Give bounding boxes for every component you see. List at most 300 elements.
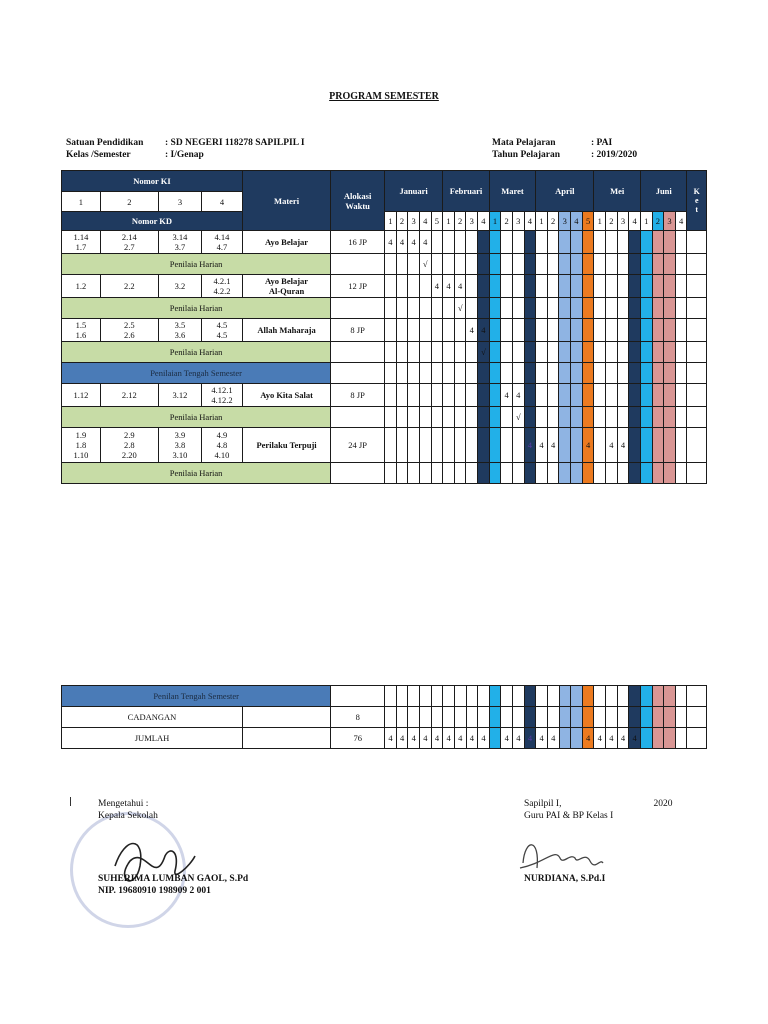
week-cell xyxy=(512,363,524,384)
week-cell xyxy=(547,384,559,407)
week-cell xyxy=(420,686,432,707)
kd-cell: 4.5 4.5 xyxy=(201,319,242,342)
nomor-kd-header: Nomor KD xyxy=(62,212,243,231)
week-header: 3 xyxy=(617,212,629,231)
meta-right xyxy=(492,137,637,161)
week-cell xyxy=(559,319,571,342)
week-cell xyxy=(582,319,594,342)
kd-cell: 4.14 4.7 xyxy=(201,231,242,254)
week-cell xyxy=(536,407,548,428)
week-cell: 4 xyxy=(431,275,443,298)
week-cell xyxy=(478,463,490,484)
ket-cell xyxy=(687,463,707,484)
week-cell xyxy=(617,319,629,342)
week-header: 4 xyxy=(629,212,641,231)
week-cell xyxy=(640,728,652,749)
week-cell: 4 xyxy=(524,728,536,749)
week-cell xyxy=(629,254,641,275)
kd-cell: 4.2.1 4.2.2 xyxy=(201,275,242,298)
week-cell xyxy=(385,407,397,428)
alokasi-cell: 24 JP xyxy=(331,428,385,463)
week-cell: √ xyxy=(454,298,466,319)
place-text: Sapilpil I, xyxy=(524,799,562,809)
week-cell xyxy=(431,342,443,363)
week-cell xyxy=(582,342,594,363)
week-cell xyxy=(606,707,618,728)
week-cell xyxy=(547,407,559,428)
week-cell xyxy=(466,407,478,428)
satuan-label: Satuan Pendidikan xyxy=(66,138,144,148)
week-cell xyxy=(501,428,513,463)
summary-value xyxy=(331,686,385,707)
week-cell xyxy=(536,363,548,384)
week-cell xyxy=(454,686,466,707)
month-februari: Februari xyxy=(443,171,490,212)
week-cell xyxy=(466,707,478,728)
week-cell xyxy=(559,707,571,728)
week-header: 3 xyxy=(559,212,571,231)
week-cell xyxy=(617,342,629,363)
week-cell: 4 xyxy=(466,728,478,749)
week-cell: √ xyxy=(419,254,431,275)
kd-cell: 4.12.1 4.12.2 xyxy=(201,384,242,407)
week-cell xyxy=(675,319,687,342)
week-cell xyxy=(489,428,501,463)
week-cell xyxy=(408,463,420,484)
week-cell xyxy=(664,384,676,407)
week-cell xyxy=(489,407,501,428)
penilaian-row-label: Penilaia Harian xyxy=(62,342,331,363)
week-cell xyxy=(396,686,408,707)
kd-cell: 2.9 2.8 2.20 xyxy=(100,428,158,463)
week-cell xyxy=(559,342,571,363)
week-cell xyxy=(594,319,606,342)
week-cell xyxy=(524,463,536,484)
week-cell xyxy=(536,342,548,363)
week-cell xyxy=(640,275,652,298)
week-cell xyxy=(443,231,455,254)
summary-value: 8 xyxy=(331,707,385,728)
week-cell xyxy=(594,707,606,728)
week-header: 3 xyxy=(664,212,676,231)
week-cell xyxy=(582,407,594,428)
alokasi-cell: 16 JP xyxy=(331,231,385,254)
week-cell: 4 xyxy=(501,384,513,407)
week-cell xyxy=(512,428,524,463)
alokasi-cell xyxy=(331,342,385,363)
week-cell: 4 xyxy=(419,231,431,254)
week-cell xyxy=(571,686,583,707)
summary-empty xyxy=(242,728,330,749)
week-cell xyxy=(536,298,548,319)
week-cell xyxy=(582,231,594,254)
week-cell xyxy=(466,384,478,407)
week-cell xyxy=(664,686,676,707)
week-cell xyxy=(617,231,629,254)
week-cell xyxy=(664,707,676,728)
week-cell: 4 xyxy=(512,384,524,407)
week-cell xyxy=(640,463,652,484)
week-cell: 4 xyxy=(536,728,548,749)
penilaian-row-label: Penilaia Harian xyxy=(62,254,331,275)
week-cell xyxy=(512,231,524,254)
week-cell xyxy=(536,319,548,342)
week-cell xyxy=(524,707,536,728)
week-cell: 4 xyxy=(396,231,408,254)
materi-cell: Perilaku Terpuji xyxy=(242,428,330,463)
week-cell xyxy=(501,342,513,363)
week-cell xyxy=(478,275,490,298)
mengetahui-text: Mengetahui : xyxy=(98,799,149,809)
week-cell: 4 xyxy=(478,319,490,342)
week-cell xyxy=(664,254,676,275)
week-cell: 4 xyxy=(513,728,525,749)
week-cell xyxy=(559,384,571,407)
week-header: 3 xyxy=(512,212,524,231)
week-cell xyxy=(524,319,536,342)
week-cell xyxy=(512,342,524,363)
week-cell xyxy=(466,231,478,254)
week-cell xyxy=(664,428,676,463)
week-cell xyxy=(431,298,443,319)
week-cell xyxy=(512,298,524,319)
week-cell xyxy=(640,363,652,384)
guru-title: Guru PAI & BP Kelas I xyxy=(524,811,614,821)
week-cell xyxy=(431,363,443,384)
week-cell xyxy=(524,298,536,319)
week-cell: 4 xyxy=(617,428,629,463)
week-cell xyxy=(629,463,641,484)
week-cell xyxy=(640,342,652,363)
kd-cell: 3.12 xyxy=(158,384,201,407)
materi-cell: Ayo Belajar Al-Quran xyxy=(242,275,330,298)
week-cell xyxy=(431,384,443,407)
week-cell xyxy=(501,407,513,428)
week-cell xyxy=(536,707,548,728)
summary-label: JUMLAH xyxy=(62,728,243,749)
kd-cell: 3.2 xyxy=(158,275,201,298)
week-cell: 4 xyxy=(408,231,420,254)
week-cell: 4 xyxy=(443,275,455,298)
materi-cell: Ayo Kita Salat xyxy=(242,384,330,407)
week-cell xyxy=(536,686,548,707)
week-cell xyxy=(466,686,478,707)
week-cell xyxy=(443,298,455,319)
margin-mark xyxy=(70,797,71,806)
week-cell xyxy=(536,384,548,407)
ket-cell xyxy=(687,428,707,463)
week-cell xyxy=(652,463,664,484)
week-cell xyxy=(396,275,408,298)
week-cell xyxy=(501,319,513,342)
meta-left xyxy=(66,137,305,161)
alokasi-cell xyxy=(331,298,385,319)
month-januari: Januari xyxy=(385,171,443,212)
week-cell xyxy=(675,231,687,254)
week-cell: 4 xyxy=(396,728,408,749)
week-cell: 4 xyxy=(536,428,548,463)
week-cell xyxy=(652,428,664,463)
week-cell xyxy=(512,275,524,298)
kd-cell: 3.9 3.8 3.10 xyxy=(158,428,201,463)
week-cell xyxy=(478,254,490,275)
week-cell xyxy=(454,707,466,728)
week-cell xyxy=(664,342,676,363)
kd-cell: 1.2 xyxy=(62,275,101,298)
week-cell xyxy=(419,275,431,298)
week-cell xyxy=(524,384,536,407)
week-cell xyxy=(606,342,618,363)
week-header: 4 xyxy=(571,212,583,231)
week-cell xyxy=(629,407,641,428)
ket-cell xyxy=(687,298,707,319)
week-cell xyxy=(524,686,536,707)
week-cell xyxy=(664,298,676,319)
week-cell xyxy=(478,231,490,254)
week-cell xyxy=(501,275,513,298)
week-cell: 4 xyxy=(617,728,629,749)
week-cell xyxy=(582,463,594,484)
ket-cell xyxy=(687,231,707,254)
alokasi-cell xyxy=(331,254,385,275)
week-cell xyxy=(478,428,490,463)
week-cell xyxy=(501,231,513,254)
week-cell xyxy=(454,254,466,275)
week-cell xyxy=(629,384,641,407)
week-cell xyxy=(559,463,571,484)
week-cell xyxy=(396,428,408,463)
week-cell xyxy=(617,407,629,428)
week-cell xyxy=(419,428,431,463)
week-cell xyxy=(559,275,571,298)
week-cell xyxy=(385,463,397,484)
week-cell xyxy=(466,298,478,319)
week-cell xyxy=(547,275,559,298)
alokasi-cell xyxy=(331,407,385,428)
week-cell xyxy=(675,275,687,298)
week-cell xyxy=(571,463,583,484)
week-header: 4 xyxy=(419,212,431,231)
ket-cell xyxy=(687,407,707,428)
summary-value: 76 xyxy=(331,728,385,749)
week-cell xyxy=(478,363,490,384)
kelas-label: Kelas /Semester xyxy=(66,150,131,160)
tahun-label: Tahun Pelajaran xyxy=(492,150,561,160)
week-cell xyxy=(571,342,583,363)
week-cell xyxy=(547,463,559,484)
week-cell xyxy=(652,407,664,428)
week-cell xyxy=(466,342,478,363)
week-cell xyxy=(501,254,513,275)
week-cell xyxy=(675,707,687,728)
kd-cell: 2.12 xyxy=(100,384,158,407)
week-cell xyxy=(629,363,641,384)
week-cell xyxy=(478,298,490,319)
week-cell xyxy=(640,231,652,254)
week-cell xyxy=(431,254,443,275)
ket-cell xyxy=(687,384,707,407)
week-cell xyxy=(431,231,443,254)
week-cell xyxy=(606,319,618,342)
week-cell: 4 xyxy=(454,728,466,749)
week-cell xyxy=(513,686,525,707)
week-cell xyxy=(675,298,687,319)
week-cell xyxy=(547,686,559,707)
week-cell xyxy=(396,707,408,728)
guru-name: NURDIANA, S.Pd.I xyxy=(524,874,606,884)
week-cell xyxy=(385,319,397,342)
alokasi-header: Alokasi Waktu xyxy=(331,171,385,231)
week-cell: 4 xyxy=(431,728,443,749)
ket-cell xyxy=(687,254,707,275)
week-cell xyxy=(664,463,676,484)
week-cell xyxy=(606,254,618,275)
kd-cell: 2.5 2.6 xyxy=(100,319,158,342)
week-cell xyxy=(466,363,478,384)
week-cell xyxy=(606,686,618,707)
week-cell xyxy=(652,342,664,363)
week-cell xyxy=(466,254,478,275)
week-cell xyxy=(512,319,524,342)
summary-label: Penilan Tengah Semester xyxy=(62,686,331,707)
week-cell xyxy=(385,363,397,384)
week-cell xyxy=(419,298,431,319)
week-cell xyxy=(675,728,687,749)
week-cell xyxy=(419,319,431,342)
week-cell xyxy=(582,254,594,275)
week-cell xyxy=(629,298,641,319)
week-cell xyxy=(652,384,664,407)
week-cell xyxy=(652,728,664,749)
kd-cell: 2.2 xyxy=(100,275,158,298)
alokasi-cell: 12 JP xyxy=(331,275,385,298)
week-cell: 4 xyxy=(478,728,490,749)
week-cell xyxy=(675,463,687,484)
week-cell xyxy=(396,319,408,342)
week-cell xyxy=(594,407,606,428)
week-cell xyxy=(443,407,455,428)
week-cell xyxy=(652,319,664,342)
ki-3: 3 xyxy=(158,192,201,212)
week-cell xyxy=(606,231,618,254)
week-cell xyxy=(419,342,431,363)
week-cell xyxy=(408,342,420,363)
week-cell xyxy=(466,428,478,463)
week-cell xyxy=(524,342,536,363)
week-cell xyxy=(606,363,618,384)
kepsek-name: SUHERIMA LUMBAN GAOL, S.Pd xyxy=(98,874,249,884)
page-title: PROGRAM SEMESTER xyxy=(329,91,439,102)
week-cell xyxy=(606,463,618,484)
summary-table xyxy=(61,685,707,749)
kelas-value: : I/Genap xyxy=(165,150,204,160)
week-cell xyxy=(571,254,583,275)
summary-label: CADANGAN xyxy=(62,707,243,728)
week-header: 1 xyxy=(489,212,501,231)
week-header: 5 xyxy=(431,212,443,231)
week-cell: √ xyxy=(478,342,490,363)
week-cell: 4 xyxy=(547,428,559,463)
mapel-label: Mata Pelajaran xyxy=(492,138,556,148)
kd-cell: 1.12 xyxy=(62,384,101,407)
week-cell xyxy=(454,319,466,342)
week-cell xyxy=(501,686,513,707)
alokasi-cell: 8 JP xyxy=(331,319,385,342)
week-cell xyxy=(408,428,420,463)
week-cell xyxy=(443,254,455,275)
week-cell xyxy=(559,363,571,384)
week-cell: 4 xyxy=(454,275,466,298)
week-cell xyxy=(652,254,664,275)
week-cell xyxy=(617,275,629,298)
week-cell: 4 xyxy=(547,728,559,749)
week-cell xyxy=(640,384,652,407)
kd-cell: 2.14 2.7 xyxy=(100,231,158,254)
ki-2: 2 xyxy=(100,192,158,212)
week-cell: √ xyxy=(512,407,524,428)
week-cell xyxy=(489,275,501,298)
week-cell xyxy=(571,728,583,749)
week-cell xyxy=(524,363,536,384)
week-header: 4 xyxy=(478,212,490,231)
week-cell xyxy=(524,407,536,428)
week-cell xyxy=(466,463,478,484)
week-cell xyxy=(408,686,420,707)
week-cell xyxy=(396,407,408,428)
week-cell: 4 xyxy=(408,728,420,749)
tahun-value: : 2019/2020 xyxy=(591,150,638,160)
alokasi-cell: 8 JP xyxy=(331,384,385,407)
week-cell xyxy=(559,686,571,707)
week-cell xyxy=(617,463,629,484)
week-cell xyxy=(652,363,664,384)
week-cell xyxy=(571,384,583,407)
week-cell xyxy=(489,231,501,254)
kd-cell: 4.9 4.8 4.10 xyxy=(201,428,242,463)
week-cell xyxy=(594,342,606,363)
week-cell xyxy=(629,707,641,728)
week-cell xyxy=(524,254,536,275)
week-cell: 4 xyxy=(385,728,397,749)
week-cell xyxy=(640,686,652,707)
ket-cell xyxy=(687,728,707,749)
week-cell xyxy=(385,298,397,319)
week-cell xyxy=(536,275,548,298)
week-cell xyxy=(489,384,501,407)
week-cell xyxy=(559,428,571,463)
week-header: 3 xyxy=(408,212,420,231)
week-cell xyxy=(408,298,420,319)
week-cell xyxy=(559,254,571,275)
week-cell xyxy=(640,428,652,463)
week-cell xyxy=(396,463,408,484)
week-cell xyxy=(478,707,490,728)
week-header: 2 xyxy=(396,212,408,231)
week-cell xyxy=(652,231,664,254)
week-cell xyxy=(594,384,606,407)
kepsek-nip: NIP. 19680910 198909 2 001 xyxy=(98,886,211,896)
week-cell xyxy=(385,275,397,298)
month-maret: Maret xyxy=(489,171,536,212)
week-cell xyxy=(629,428,641,463)
week-cell xyxy=(408,407,420,428)
week-cell xyxy=(419,463,431,484)
week-header: 3 xyxy=(466,212,478,231)
week-cell xyxy=(385,384,397,407)
week-cell xyxy=(606,275,618,298)
nomor-ki-header: Nomor KI xyxy=(62,171,243,192)
week-cell xyxy=(419,384,431,407)
